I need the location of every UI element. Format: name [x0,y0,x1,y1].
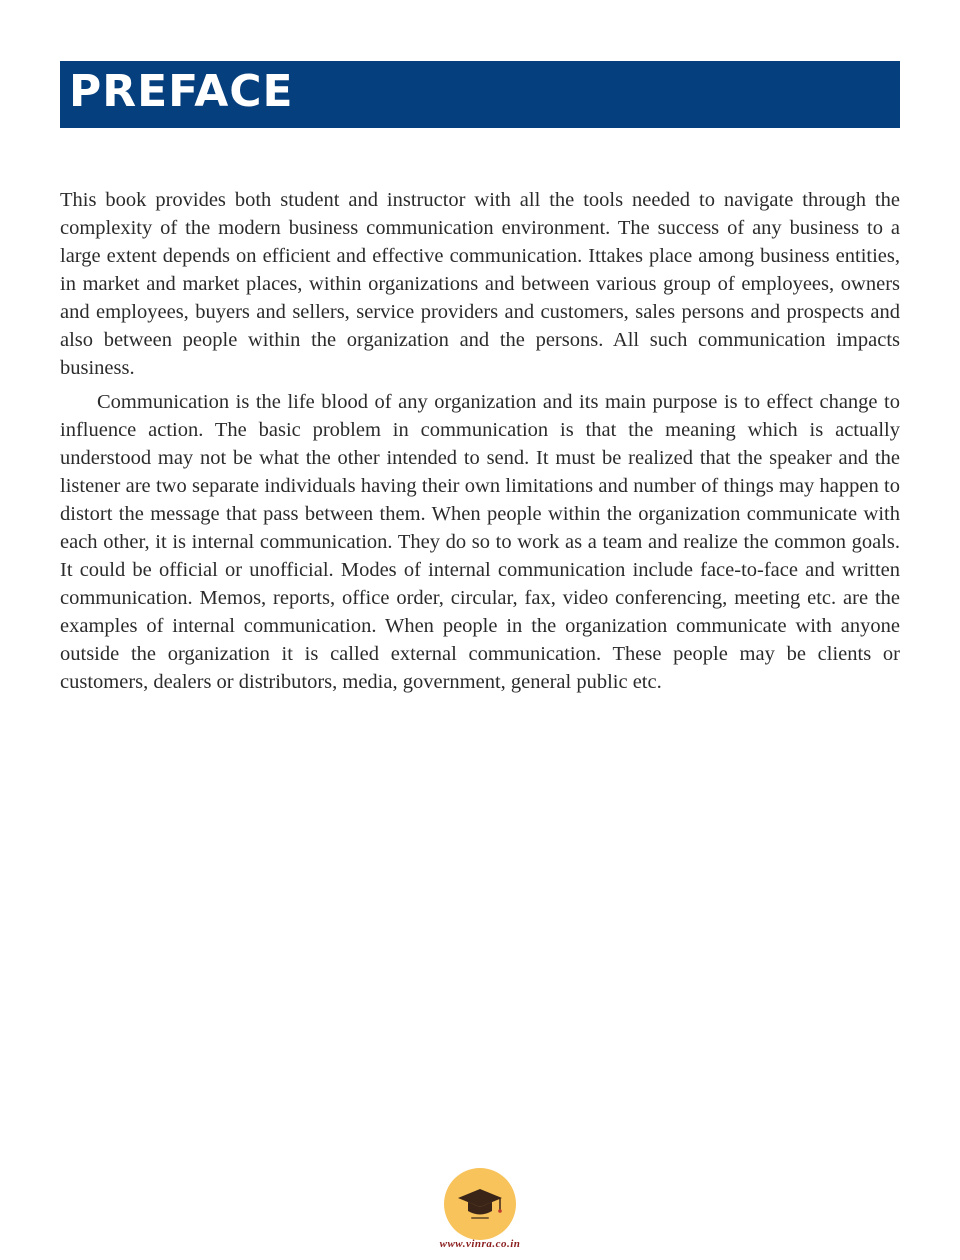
logo-circle [444,1168,516,1240]
graduation-cap-icon [444,1168,516,1240]
paragraph-1: This book provides both student and instructor with all the tools needed to navigate through the complexity of the modern business communication environment. The success of any business to a large extent depends on efficient and effective communication. Ittakes place among business entities, in market and market places, within organizations and between various group of employees, owners and employees, buyers and sellers, service providers and customers, sales persons and prospects and also between people within the organization and the persons. All such communication impacts business. [60,189,900,379]
footer-url: www.vinra.co.in [439,1238,521,1250]
publisher-logo [444,1168,516,1240]
preface-body [60,186,900,696]
page-title: PREFACE [69,66,294,117]
paragraph-2: Communication is the life blood of any organization and its main purpose is to effect change to influence action. The basic problem in communication is that the meaning which is actually understood may not be what the other intended to send. It must be realized that the speaker and the listener are two separate individuals having their own limitations and number of things may happen to distort the message that pass between them. When people within the organization communicate with each other, it is internal communication. They do so to work as a team and realize the common goals. It could be official or unofficial. Modes of internal communication include face-to-face and written communication. Memos, reports, office order, circular, fax, video conferencing, meeting etc. are the examples of internal communication. When people in the organization communicate with anyone outside the organization it is called external communication. These people may be clients or customers, dealers or distributors, media, government, general public etc. [60,391,900,693]
preface-header-band [60,61,900,128]
